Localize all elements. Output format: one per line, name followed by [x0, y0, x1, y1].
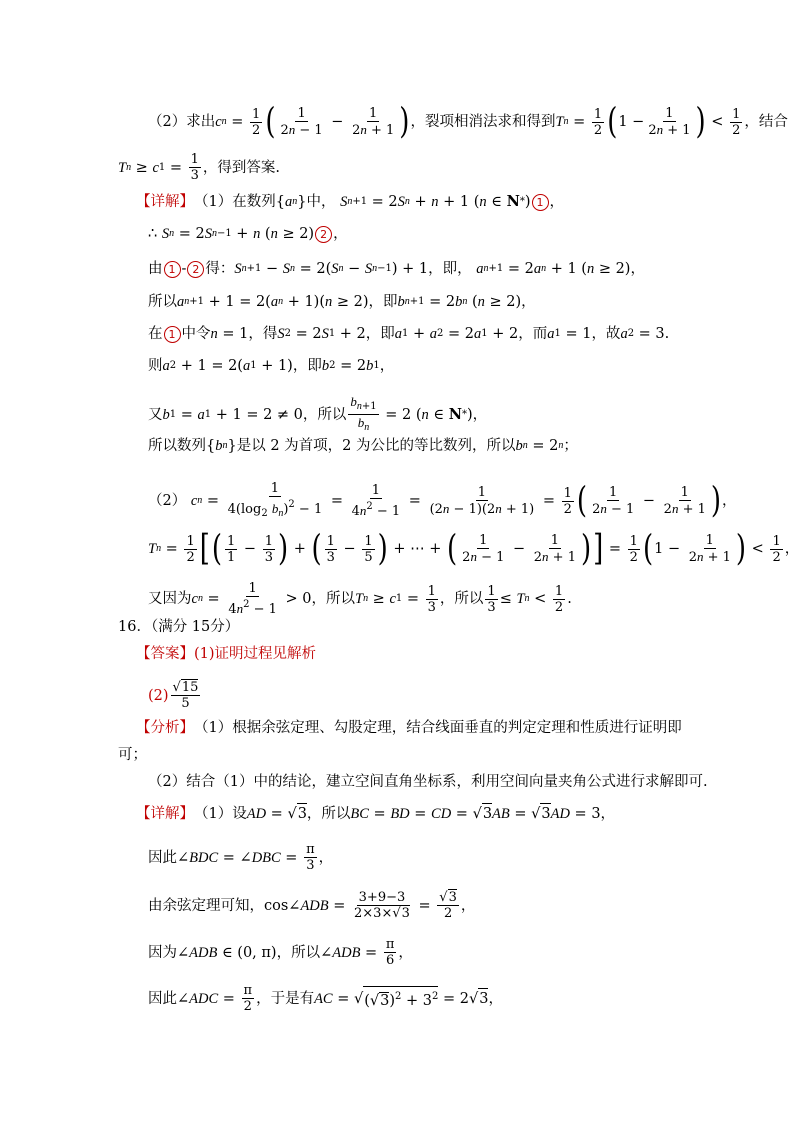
text-span: 所以 — [148, 294, 177, 310]
text-span: ，即 — [368, 294, 398, 310]
analysis-line-1 — [136, 718, 682, 738]
analysis-tag: 【分析】 — [136, 720, 194, 736]
line-detail-2: ∴ S n = 2 S n−1 + n ( n ≥ 2) 2 ， — [148, 226, 348, 242]
text-span: ，所以 — [302, 406, 347, 423]
line-detail-10: T n = $\frac{1}{2}$ [ ( $\frac{1}{1}$ − $\frac{1}{3}$ ) + ( $\frac{1}{3}$ − $\frac{1}{5}$ ) + ⋯ + ( $\frac{1}{2n - 1}$ − $\frac{1}{2n + 1}$ ) ] = $\frac{1}{2}$ ( 1 − $\frac{1}{2n + 1}$ ) < $\frac{1}{2}$ ， — [148, 528, 799, 570]
analysis-line-1-cont — [118, 745, 147, 765]
analysis-line-2 — [148, 772, 708, 792]
answer-line-1 — [136, 644, 316, 664]
answer-line-2: (2) $\frac{√15}{5}$ — [148, 680, 199, 711]
line-detail-3: 由 1 - 2 得： S n+1 − S n = 2( S n − S n−1 ) + 1 ，即， a n+1 = 2 a n + 1 ( n ≥ 2)， — [148, 261, 645, 277]
text-span: 是以 2 为首项，2 为公比的等比数列，所以 — [236, 438, 516, 454]
text-span: 则 — [148, 358, 163, 374]
text-span: （2） — [148, 493, 187, 509]
text-span: 因此 — [148, 990, 177, 1007]
text-span: 又因为 — [148, 591, 192, 607]
circled-one-marker: 1 — [532, 194, 549, 211]
line-detail-8: 所以数列 { b n } 是以 2 为首项，2 为公比的等比数列，所以 b n = 2 n ； — [148, 438, 578, 454]
detail-16-line-1: 【详解】 （1）设 AD = √ 3 ，所以 BC = BD = CD = √ 3 AB = √ 3 AD = 3， — [136, 803, 615, 824]
text-span: （2）结合（1）中的结论，建立空间直角坐标系，利用空间向量夹角公式进行求解即可. — [148, 774, 708, 790]
text-span: ，得到答案. — [202, 159, 281, 176]
text-span: （2）求出 — [148, 114, 216, 130]
text-span: ，即 — [292, 358, 322, 374]
line-detail-11: 又因为 c n = $\frac{1}{4n^2 - 1}$ > 0 ，所以 T n ≥ c 1 = $\frac{1}{3}$ ，所以 $\frac{1}{3}$ ≤ T n < $\frac{1}{2}$ . — [148, 581, 572, 617]
detail-tag: 【详解】 — [136, 194, 194, 210]
text-span: ，所以 — [276, 944, 321, 961]
text-span: 可； — [118, 747, 147, 763]
text-span: ，即， — [428, 261, 472, 277]
text-span: 在 — [148, 326, 163, 342]
line-detail-6: 则 a 2 + 1 = 2( a 1 + 1) ，即 b 2 = 2 b 1 ， — [148, 358, 395, 374]
detail-tag: 【详解】 — [136, 805, 194, 822]
line-detail-7: 又 b 1 = a 1 + 1 = 2 ≠ 0 ，所以 $\frac{b_{n+1}}{b_n}$ = 2 ( n ∈ N * )， — [148, 394, 488, 433]
text-span: ，而 — [518, 326, 548, 342]
text-span: 16．（满分 15分） — [118, 619, 240, 635]
text-span: 因此 — [148, 849, 177, 866]
line-hint-2: （2）求出 c n = $\frac{1}{2}$ ( $\frac{1}{2n - 1}$ − $\frac{1}{2n + 1}$ ) ，裂项相消法求和得到 T n = $\frac{1}{2}$ ( 1 − $\frac{1}{2n + 1}$ ) < $\frac{1}{2}$ ，结合 — [148, 101, 788, 143]
line-detail-9: （2） c n = $\frac{1}{4(\log_2 b_n)^2 - 1}$ = $\frac{1}{4n^2 - 1}$ = $\frac{1}{(2n - 1)(2n + 1)}$ = $\frac{1}{2}$ ( $\frac{1}{2n - 1}$ − $\frac{1}{2n + 1}$ ) ， — [148, 480, 737, 522]
text-span: 得： — [205, 261, 235, 277]
text-span: ，所以 — [306, 805, 351, 822]
line-hint-2-cont: T n ≥ c 1 = $\frac{1}{3}$ ，得到答案. — [118, 152, 281, 183]
text-span: 因为 — [148, 944, 177, 961]
question-16-heading — [118, 617, 239, 637]
detail-16-line-3: 由余弦定理可知， cos∠ ADB = $\frac{3+9-3}{2\times 3\times√3}$ = $\frac{√3}{2}$ ， — [148, 890, 476, 921]
circled-one-marker: 1 — [164, 261, 181, 278]
line-detail-1: 【详解】 （1）在数列 { a n } 中， S n+1 = 2 S n + n + 1 ( n ∈ N * ) 1 ， — [136, 193, 565, 210]
text-span: ，故 — [591, 326, 621, 342]
text-span: 由 — [148, 261, 163, 277]
text-span: ； — [563, 438, 578, 454]
text-span: ，所以 — [311, 591, 355, 607]
text-span: （1）在数列 — [194, 194, 276, 210]
text-span: 所以数列 — [148, 438, 206, 454]
text-span: ，所以 — [439, 591, 484, 607]
text-span: ，裂项相消法求和得到 — [410, 114, 556, 130]
line-detail-5: 在 1 中令 n = 1 ，得 S 2 = 2 S 1 + 2 ，即 a 1 + a 2 = 2 a 1 + 2 ，而 a 1 = 1 ，故 a 2 = 3. — [148, 326, 670, 342]
text-span: （1）设 — [194, 805, 247, 822]
text-span: ，得 — [248, 326, 278, 342]
text-span: ，即 — [365, 326, 395, 342]
detail-16-line-4: 因为 ∠ ADB ∈ (0, π) ，所以 ∠ ADB = $\frac{\pi}{6}$ ， — [148, 937, 413, 968]
circled-two-marker: 2 — [315, 226, 332, 243]
detail-16-line-5: 因此 ∠ ADC = $\frac{\pi}{2}$ ，于是有 AC = √ $(√3)^2 + 3^2$ = 2√ 3 ， — [148, 983, 503, 1014]
text-span: 由余弦定理可知， — [148, 897, 264, 914]
text-span: (2) — [148, 687, 169, 704]
circled-two-marker: 2 — [187, 261, 204, 278]
text-span: 中， — [306, 194, 336, 210]
line-detail-4: 所以 a n+1 + 1 = 2( a n + 1)( n ≥ 2) ，即 b n+1 = 2 b n ( n ≥ 2)， — [148, 294, 536, 310]
text-span: 中令 — [181, 326, 211, 342]
text-span: （1）根据余弦定理、勾股定理，结合线面垂直的判定定理和性质进行证明即 — [194, 720, 682, 736]
detail-16-line-2: 因此 ∠ BDC = ∠ DBC = $\frac{\pi}{3}$ ， — [148, 842, 334, 873]
answer-tag: 【答案】 — [136, 646, 194, 662]
text-span: 又 — [148, 406, 163, 423]
text-span: ，于是有 — [256, 990, 315, 1007]
text-span: ，结合 — [744, 114, 788, 130]
circled-one-marker: 1 — [164, 326, 181, 343]
text-span: (1)证明过程见解析 — [194, 646, 317, 662]
